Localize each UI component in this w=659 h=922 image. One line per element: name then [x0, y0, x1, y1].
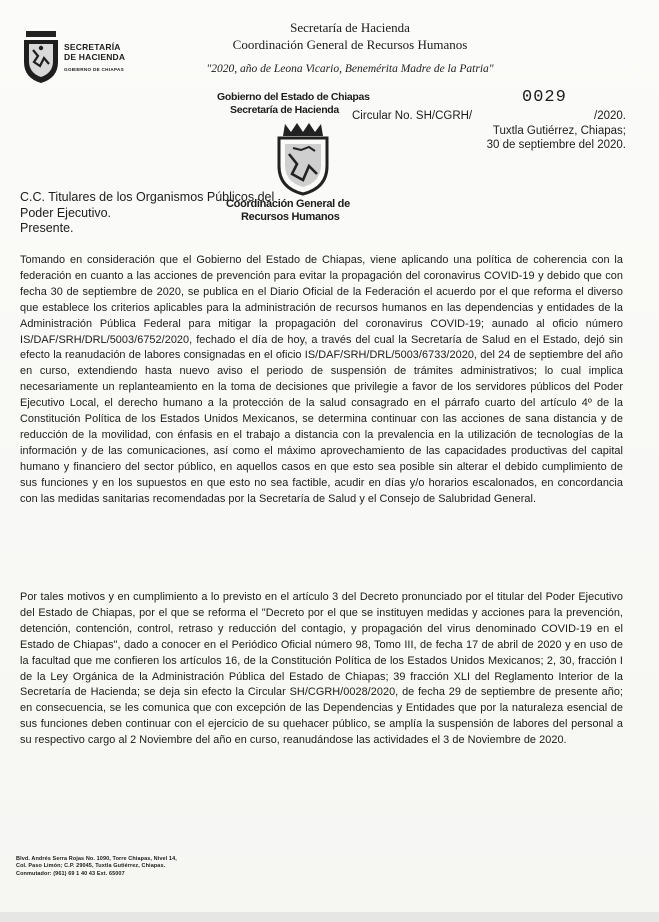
- org-name-line3: GOBIERNO DE CHIAPAS: [64, 67, 124, 72]
- addressee-block: [20, 190, 274, 237]
- addressee-line2: Poder Ejecutivo.: [20, 205, 112, 220]
- footer-line1: Blvd. Andrés Serra Rojas No. 1090, Torre Chiapas, Nivel 14,: [16, 856, 177, 862]
- body-paragraph-2: Por tales motivos y en cumplimiento a lo previsto en el artículo 3 del Decreto pronunciado por el titular del Poder Ejecutivo del Estado de Chiapas, por el que se reforma el "Decreto por el que se instituyen medidas y acciones para la prevención, detención, contención, control, retraso y reducción del contagio, y propagación del virus denominado COVID-19 en el Estado de Chiapas", dado a conocer en el Periódico Oficial número 98, Tomo III, de fecha 17 de abril de 2020 y en uso de la facultad que me confieren los artículos 16, de la Constitución Política de los Estados Unidos Mexicanos; 2, 30, fracción I de la Ley Orgánica de la Administración Pública del Estado de Chiapas; 39 fracción XLI del Reglamento Interior de la Secretaría de Hacienda; se deja sin efecto la Circular SH/CGRH/0028/2020, de fecha 29 de septiembre de presente año; en consecuencia, se les comunica que con excepción de las Dependencias y Entidades que por la naturaleza esencial de sus funciones deben continuar con el ejercicio de su quehacer público, se amplía la suspensión de labores del personal a su respectivo cargo al 2 Noviembre del año en curso, reanudándose las actividades el 3 de Noviembre de 2020.: [20, 591, 623, 747]
- circular-label: Circular No. SH/CGRH/: [352, 110, 473, 122]
- secretaria-hacienda-logo-icon: [22, 28, 60, 84]
- body-paragraph-1: Tomando en consideración que el Gobierno del Estado de Chiapas, viene aplicando una política de coherencia con la federación en cuanto a las acciones de prevención para evitar la propagación del coronavirus COVID-19 y debido que con fecha 30 de septiembre de 2020, se publica en el Diario Oficial de la Federación el acuerdo por el que reforma el diverso que establece los criterios aplicables para la administración de recursos humanos en las dependencias y entidades de la Administración Pública Federal para mitigar la propagación del coronavirus COVID-19; aunado al oficio número IS/DAF/SRH/DRL/5003/6752/2020, fechado el día de hoy, a través del cual la Secretaría de Salud en el Estado, dejó sin efecto la reanudación de labores consignadas en el oficio IS/DAF/SRH/DRL/5003/6733/2020, del 24 de septiembre del año en curso, extendiendo hasta nuevo aviso el periodo de suspensión de trámites administrativos; lo cual implica necesariamente un replanteamiento en la toma de decisiones que privilegie a favor de los servidores públicos del Poder Ejecutivo Local, el derecho humano a la protección de la salud consagrado en el párrafo cuarto del artículo 4º de la Constitución Política de los Estados Unidos Mexicanos, se determina continuar con las acciones de sana distancia y de reducción de la movilidad, con énfasis en el trabajo a distancia con la prevalencia en la utilización de tecnologías de la información y de las comunicaciones, así como el máximo aprovechamiento de las capacidades productivas del capital humano y financiero del sector público, en aquellos casos en que esto sea posible sin alterar el debido cumplimiento de sus funciones y en los supuestos en que esto no sea factible, acudir en días y/o horarios escalonados, en concordancia con las medidas sanitarias recomendadas por la Secretaría de Salud y el Consejo de Salubridad General.: [20, 254, 623, 505]
- addressee-line3: Presente.: [20, 221, 74, 235]
- org-name-line1: SECRETARÍA: [64, 42, 121, 52]
- circular-place: Tuxtla Gutiérrez, Chiapas;: [492, 125, 626, 137]
- letterhead-title: Secretaría de Hacienda: [290, 20, 410, 35]
- circular-year: /2020.: [594, 110, 626, 122]
- footer-line2: Col. Paso Limón; C.P. 29045, Tuxtla Gutiérrez, Chiapas.: [16, 863, 166, 870]
- stamp-line2: Secretaría de Hacienda: [230, 104, 339, 116]
- circular-handwritten-number: 0029: [522, 88, 567, 107]
- letterhead-subtitle: Coordinación General de Recursos Humanos: [232, 37, 468, 52]
- addressee-line1: C.C. Titulares de los Organismos Públicos del: [20, 190, 275, 204]
- org-name-block: [64, 42, 125, 75]
- stamp-line4: Recursos Humanos: [241, 211, 340, 223]
- footer-line3: Conmutador: (961) 69 1 40 43 Ext. 65007: [16, 870, 125, 877]
- chiapas-crest-icon: [275, 120, 331, 196]
- footer-address: [16, 856, 246, 878]
- letterhead-motto: "2020, año de Leona Vicario, Benemérita Madre de la Patria": [206, 63, 494, 75]
- circular-date: 30 de septiembre del 2020.: [486, 139, 626, 151]
- org-name-line2: DE HACIENDA: [64, 52, 126, 62]
- stamp-line3: Coordinación General de: [226, 198, 350, 210]
- scan-edge: [0, 912, 659, 922]
- stamp-line1: Gobierno del Estado de Chiapas: [217, 91, 370, 103]
- circular-number-line: [352, 110, 626, 122]
